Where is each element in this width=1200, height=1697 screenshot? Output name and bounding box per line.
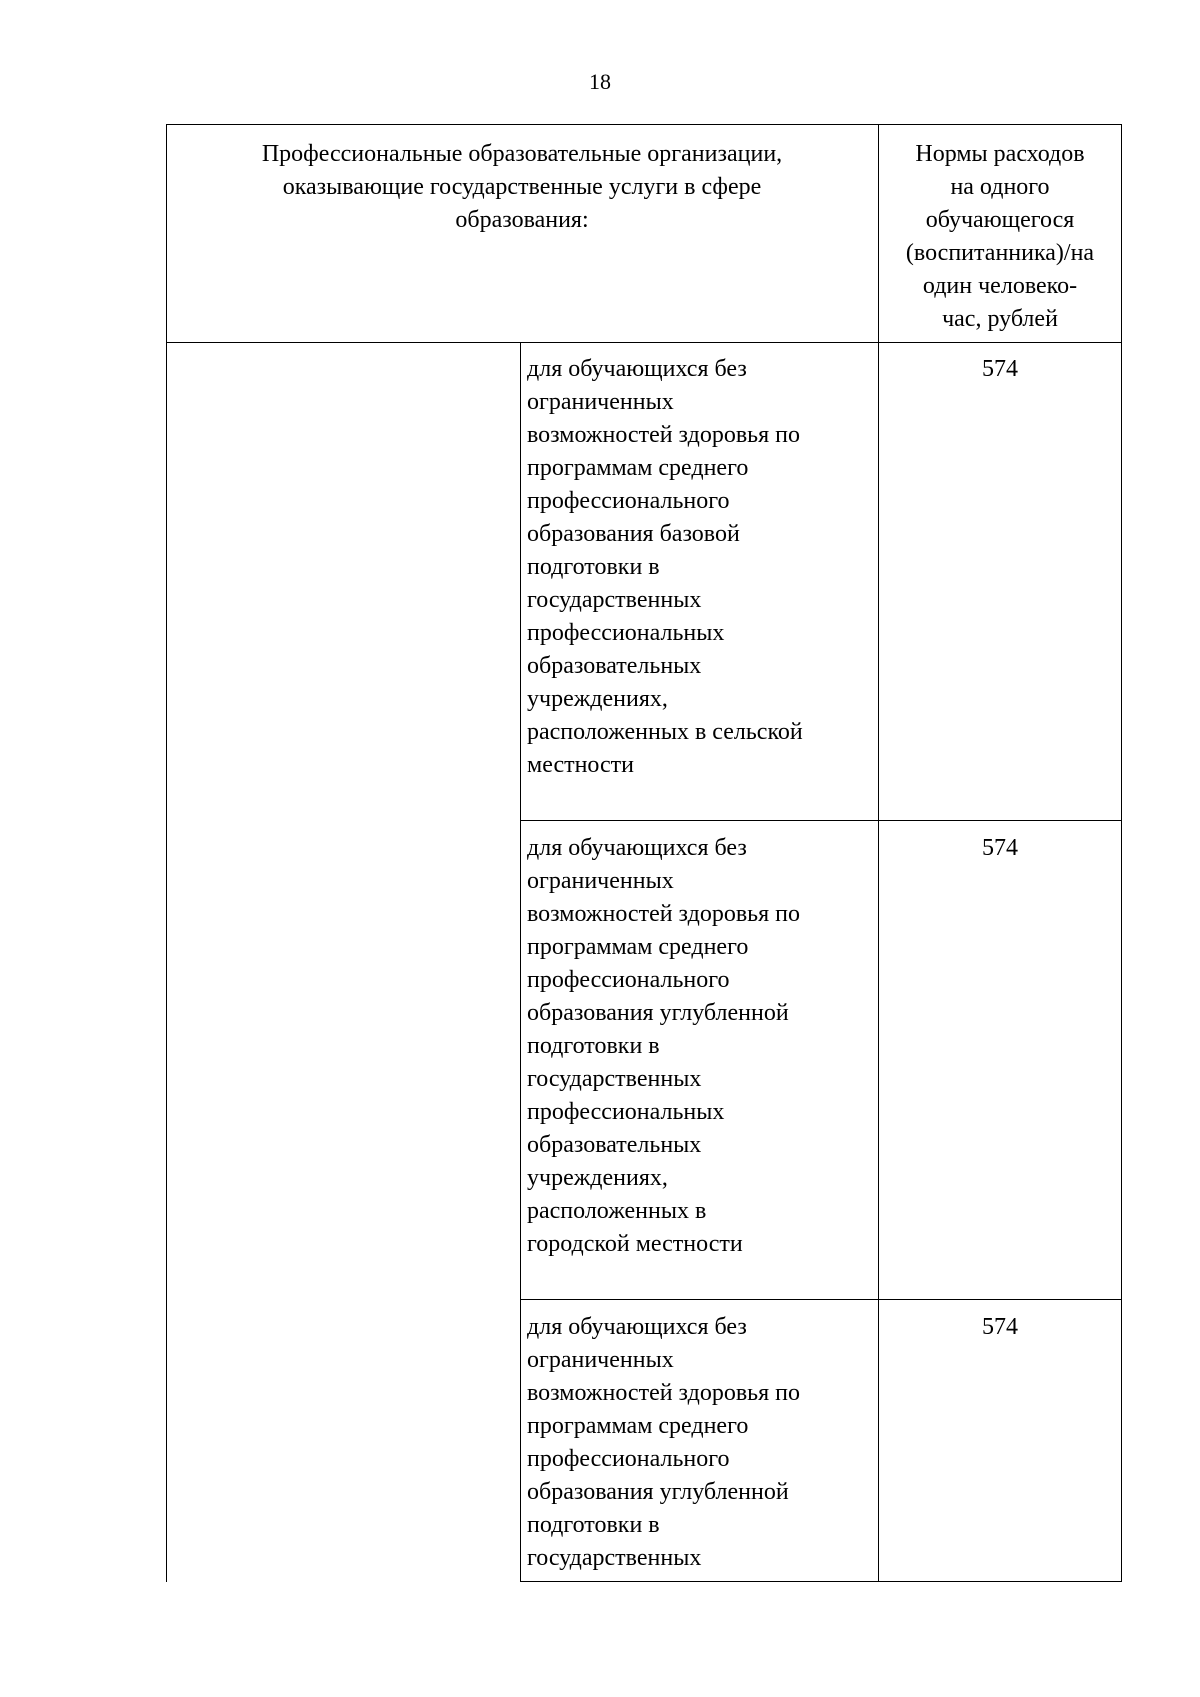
row-1-bottom-border xyxy=(520,820,1122,821)
row-value: 574 xyxy=(982,356,1018,382)
row-3-bottom-border xyxy=(520,1581,1122,1582)
header-norm-column: Нормы расходов на одного обучающегося (воспитанника)/на один человеко- час, рублей xyxy=(905,141,1095,332)
row-description: для обучающихся без ограниченных возможностей здоровья по программам среднего профессионального образования углубленной подготовки в государственных xyxy=(527,1314,800,1571)
row-description: для обучающихся без ограниченных возможностей здоровья по программам среднего профессионального образования углубленной подготовки в государственных профессиональных образовательных учреждениях, расположенных в городской местности xyxy=(527,835,800,1257)
description-column-divider xyxy=(520,342,521,1582)
norm-column-divider xyxy=(878,124,879,1582)
header-org-column: Профессиональные образовательные организации, оказывающие государственные услуги в сфере образования: xyxy=(261,141,783,233)
row-2-bottom-border xyxy=(520,1299,1122,1300)
header-bottom-border xyxy=(166,342,1122,343)
row-value: 574 xyxy=(982,1314,1018,1340)
row-description: для обучающихся без ограниченных возможностей здоровья по программам среднего профессионального образования базовой подготовки в государственных профессиональных образовательных учреждениях, расположенных в сельской местности xyxy=(527,356,803,778)
row-value: 574 xyxy=(982,835,1018,861)
table-top-border xyxy=(166,124,1122,125)
page-number: 18 xyxy=(589,69,611,94)
